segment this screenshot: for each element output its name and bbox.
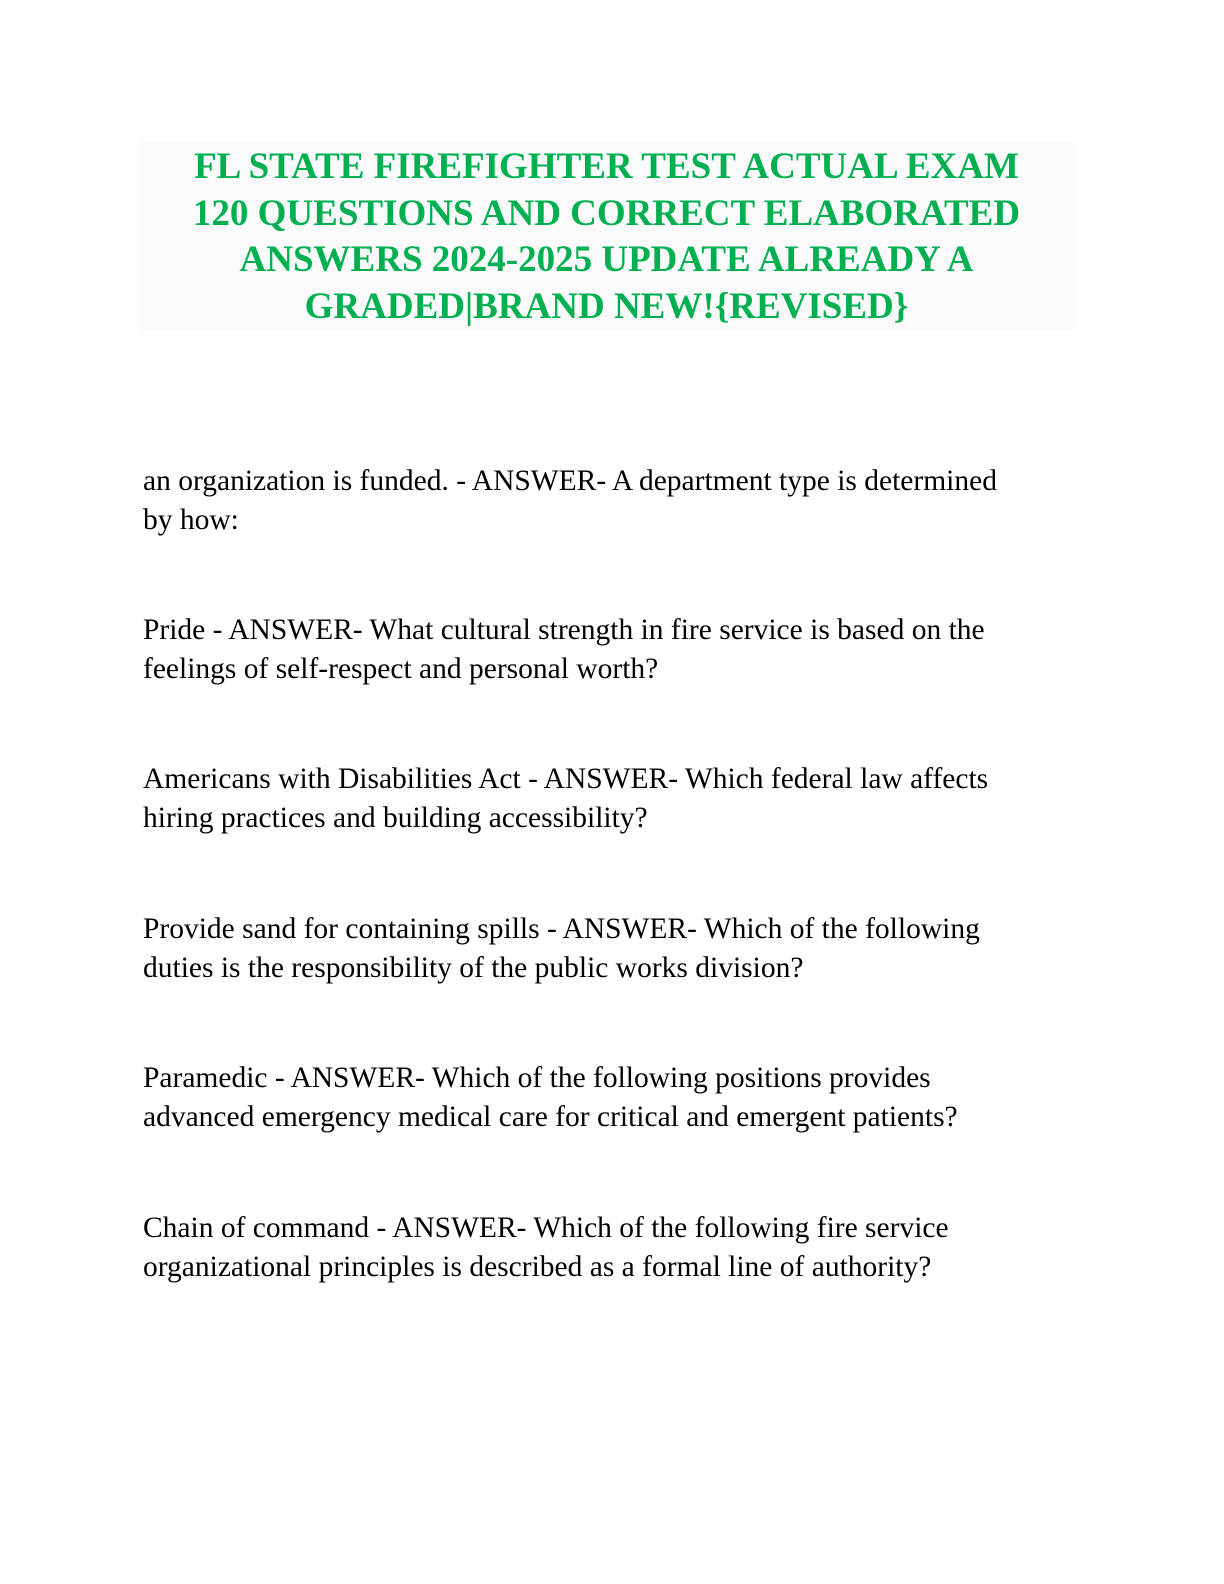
qa-text-line: Chain of command - ANSWER- Which of the following fire service [143,1212,949,1244]
qa-text-line: Americans with Disabilities Act - ANSWER- Which federal law affects [143,763,989,795]
qa-item [143,760,1083,838]
qa-text-line: Pride - ANSWER- What cultural strength in fire service is based on the [143,614,985,646]
document-title [140,142,1073,330]
qa-item [143,462,1083,540]
qa-item [143,611,1083,689]
qa-text-line: Paramedic - ANSWER- Which of the following positions provides [143,1062,931,1094]
qa-item [143,1059,1083,1137]
title-line: GRADED|BRAND NEW!{REVISED} [304,285,909,327]
qa-text-line: organizational principles is described as a formal line of authority? [143,1251,932,1283]
qa-text-line: by how: [143,504,239,536]
qa-text-line: hiring practices and building accessibility? [143,802,648,834]
qa-text-line: feelings of self-respect and personal worth? [143,653,659,685]
qa-text-line: an organization is funded. - ANSWER- A department type is determined [143,465,997,497]
title-line: ANSWERS 2024-2025 UPDATE ALREADY A [239,239,974,280]
qa-item [143,910,1083,988]
qa-text-line: advanced emergency medical care for critical and emergent patients? [143,1101,958,1133]
title-line: 120 QUESTIONS AND CORRECT ELABORATED [192,192,1021,234]
title-line: FL STATE FIREFIGHTER TEST ACTUAL EXAM [194,146,1019,187]
qa-text-line: Provide sand for containing spills - ANSWER- Which of the following [143,913,980,945]
qa-item [143,1209,1083,1287]
qa-text-line: duties is the responsibility of the public works division? [143,952,804,984]
